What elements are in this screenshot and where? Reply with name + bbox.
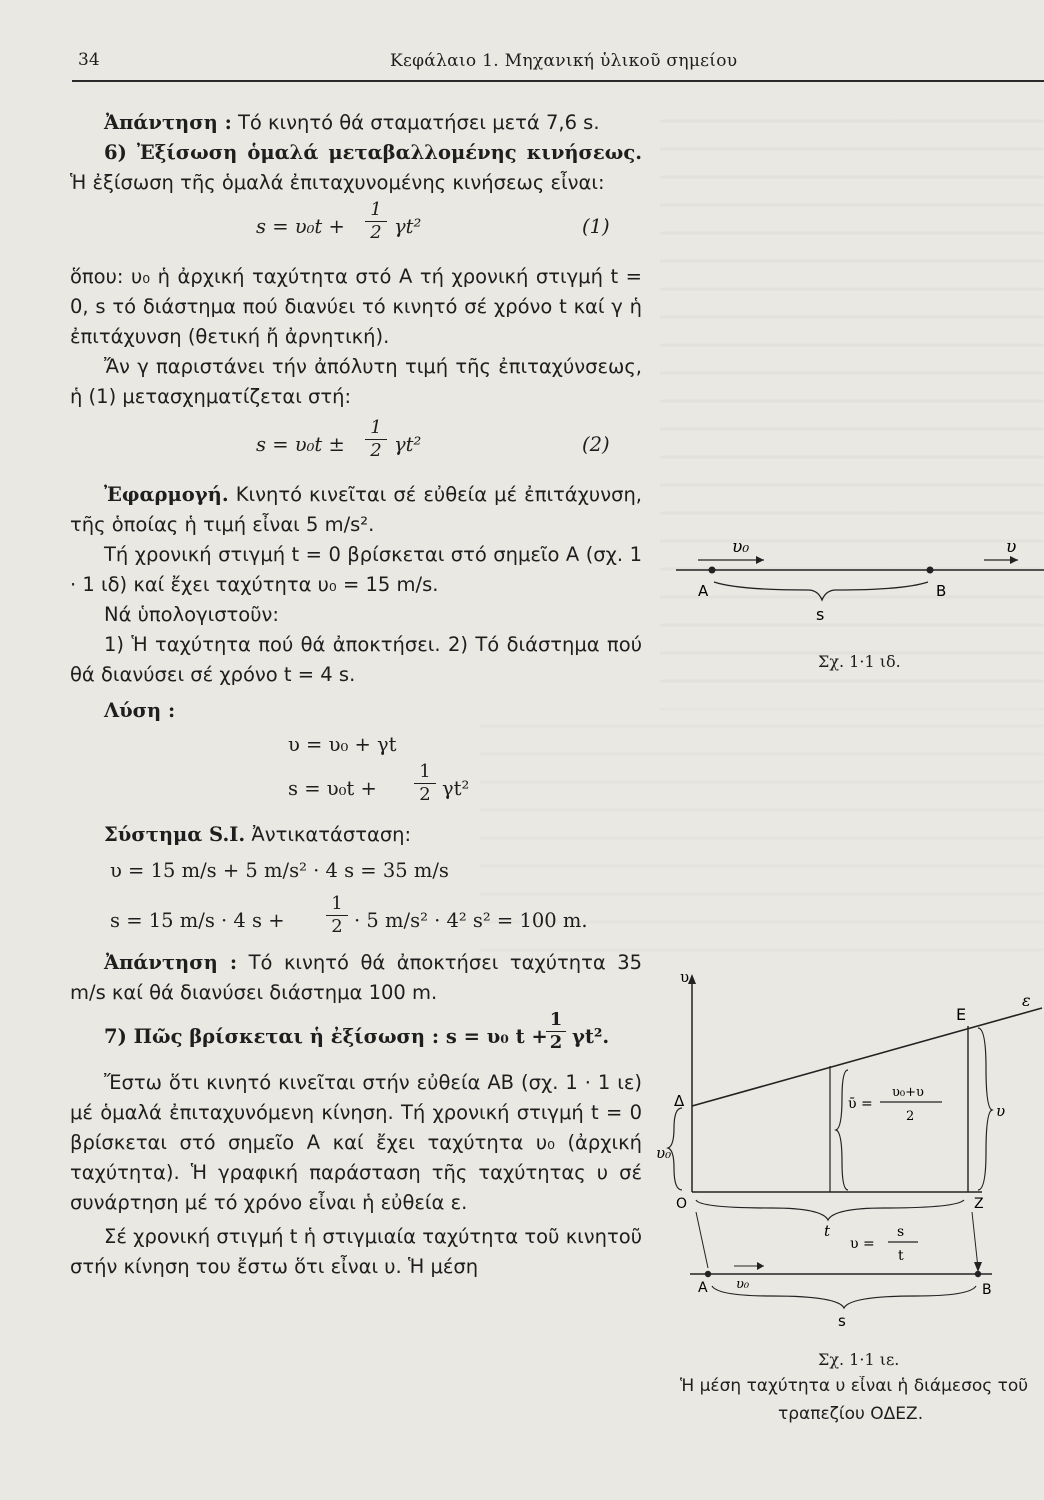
fig15-point-a xyxy=(705,1271,711,1277)
fig15-label-t: t xyxy=(824,1222,831,1240)
answer-2 xyxy=(70,948,642,1008)
application-label: Ἐφαρμογή. xyxy=(104,483,229,506)
eq2-rhs: γt² xyxy=(394,433,422,456)
fig15-label-d: Δ xyxy=(674,1092,685,1110)
fig14-label-v0: υ₀ xyxy=(732,537,750,557)
fig15-guide-b xyxy=(972,1212,978,1268)
fig15-brace-s xyxy=(712,1286,976,1308)
figure-1-1-id xyxy=(668,530,1044,640)
substitution-2-rhs: · 5 m/s² · 4² s² = 100 m. xyxy=(354,909,588,932)
fig14-label-s: s xyxy=(816,605,825,624)
substitution-2-fraction xyxy=(326,894,348,937)
fig15-label-s: s xyxy=(838,1312,846,1330)
solution-eq-1 xyxy=(70,726,642,760)
fig15-point-b xyxy=(975,1271,981,1277)
solution-eq-2-numerator: 1 xyxy=(419,761,431,782)
fig15-brace-vbar xyxy=(836,1070,848,1190)
answer-1-label: Ἀπάντηση : xyxy=(104,111,232,134)
fig15-label-v0: υ₀ xyxy=(656,1144,672,1162)
eq2-fraction xyxy=(365,418,387,461)
substitution-2-lhs: s = 15 m/s · 4 s + xyxy=(110,909,285,932)
si-label: Σύστημα S.I. xyxy=(104,823,246,846)
fig15-label-vbar: ῡ = xyxy=(848,1096,873,1112)
fig15-label-v0-track: υ₀ xyxy=(736,1277,750,1292)
page-number: 34 xyxy=(78,50,100,70)
section-7-label: 7) Πῶς βρίσκεται ἡ ἐξίσωση : s = υ₀ t + xyxy=(104,1025,548,1048)
eq1-rhs: γt² xyxy=(394,215,422,238)
main-text-column xyxy=(70,108,642,1282)
fig15-guide-a xyxy=(696,1212,708,1268)
fig15-brace-t xyxy=(696,1200,964,1220)
fig15-label-z: Z xyxy=(974,1196,984,1212)
solution-eq-1-text: υ = υ₀ + γt xyxy=(288,733,397,756)
fig15-label-o: O xyxy=(676,1196,688,1212)
section-7-fraction xyxy=(546,1010,566,1053)
eq2-numerator: 1 xyxy=(370,417,382,438)
fig15-line-epsilon xyxy=(692,1008,1042,1106)
solution-eq-2 xyxy=(70,760,642,816)
eq1-tag: (1) xyxy=(582,215,610,238)
equation-2 xyxy=(70,412,642,480)
answer-1-text: Τό κινητό θά σταματήσει μετά 7,6 s. xyxy=(231,111,600,134)
eq2-denominator: 2 xyxy=(370,440,382,461)
substitution-2 xyxy=(70,890,642,948)
fig14-v-arrowhead xyxy=(1010,556,1018,564)
fig15-label-a: Α xyxy=(698,1280,708,1296)
section-7-rhs: γt². xyxy=(572,1025,610,1048)
answer-1 xyxy=(70,108,642,138)
paragraph-where: ὅπου: υ₀ ἡ ἀρχική ταχύτητα στό Α τή χρονική στιγμή t = 0, s τό διάστημα πού διανύει τό κινητό σέ χρόνο t καί γ ἡ ἐπιτάχυνση (θετική ἤ ἀρνητική). xyxy=(70,265,642,348)
fig14-label-a: Α xyxy=(698,582,709,600)
running-title: Κεφάλαιο 1. Μηχανική ὑλικοῦ σημείου xyxy=(390,51,738,71)
fig15-label-epsilon: ε xyxy=(1022,991,1031,1010)
fig15-label-frac-num: υ₀+υ xyxy=(892,1085,924,1100)
solution-eq-2-fraction xyxy=(414,762,436,805)
fig14-point-b xyxy=(927,567,934,574)
fig14-label-b: Β xyxy=(936,582,947,600)
fig14-caption: Σχ. 1·1 ιδ. xyxy=(818,652,901,671)
fig15-guide-b-arrowhead xyxy=(974,1262,982,1272)
eq2-tag: (2) xyxy=(582,433,610,456)
si-system xyxy=(70,820,642,850)
si-text: Ἀντικατάσταση: xyxy=(245,823,412,846)
paragraph-time: Τή χρονική στιγμή t = 0 βρίσκεται στό σημεῖο Α (σχ. 1 · 1 ιδ) καί ἔχει ταχύτητα υ₀ = 15 m/s. xyxy=(70,543,642,596)
figure-1-1-ie xyxy=(652,968,1044,1338)
fig15-label-t-under: t xyxy=(898,1248,904,1264)
equation-1 xyxy=(70,198,642,262)
solution-eq-2-rhs: γt² xyxy=(442,777,470,800)
section-6-heading: 6) Ἐξίσωση ὁμαλά μεταβαλλομένης κινήσεως. xyxy=(104,141,642,164)
fig15-label-b: Β xyxy=(982,1282,992,1298)
substitution-2-denominator: 2 xyxy=(331,916,343,937)
eq1-denominator: 2 xyxy=(370,222,382,243)
section-6 xyxy=(70,138,642,198)
fig15-caption-text-2: τραπεζίου ΟΔΕΖ. xyxy=(778,1404,924,1424)
fig15-caption: Σχ. 1·1 ιε. xyxy=(818,1350,900,1369)
section-7-denominator: 2 xyxy=(549,1032,563,1053)
paragraph-abs: Ἄν γ παριστάνει τήν ἀπόλυτη τιμή τῆς ἐπιταχύνσεως, ἡ (1) μετασχηματίζεται στή: xyxy=(70,355,642,408)
fig14-label-v: υ xyxy=(1006,537,1017,557)
section-7-heading xyxy=(70,1008,642,1064)
fig15-caption-text-1: Ἡ μέση ταχύτητα υ εἶναι ἡ διάμεσος τοῦ xyxy=(680,1376,1029,1396)
substitution-1-text: υ = 15 m/s + 5 m/s² · 4 s = 35 m/s xyxy=(110,859,449,882)
fig15-label-v-eq: υ = xyxy=(850,1236,875,1252)
paragraph-instant: Σέ χρονική στιγμή t ἡ στιγμιαία ταχύτητα τοῦ κινητοῦ στήν κίνηση του ἔστω ὅτι εἶναι υ. Ἡ μέση xyxy=(70,1225,642,1278)
solution-eq-2-lhs: s = υ₀t + xyxy=(288,777,377,800)
fig15-v-axis-arrowhead xyxy=(688,974,696,984)
fig14-v0-arrowhead xyxy=(756,556,764,564)
fig15-brace-v xyxy=(978,1028,992,1190)
solution xyxy=(70,696,642,726)
section-6-text: Ἡ ἐξίσωση τῆς ὁμαλά ἐπιταχυνομένης κινήσεως εἶναι: xyxy=(70,171,605,194)
application xyxy=(70,480,642,540)
answer-2-label: Ἀπάντηση : xyxy=(104,951,238,974)
solution-eq-2-denominator: 2 xyxy=(419,784,431,805)
section-7-numerator: 1 xyxy=(549,1009,563,1030)
fig15-label-frac-den: 2 xyxy=(906,1109,915,1124)
eq1-fraction xyxy=(365,200,387,243)
fig14-point-a xyxy=(709,567,716,574)
eq1-lhs: s = υ₀t + xyxy=(256,215,345,238)
paragraph-questions: 1) Ἡ ταχύτητα πού θά ἀποκτήσει. 2) Τό διάστημα πού θά διανύσει σέ χρόνο t = 4 s. xyxy=(70,633,642,686)
paragraph-let: Ἔστω ὅτι κινητό κινεῖται στήν εὐθεία ΑΒ (σχ. 1 · 1 ιε) μέ ὁμαλά ἐπιταχυνόμενη κίνηση. Τή χρονική στιγμή t = 0 βρίσκεται στό σημεῖο Α καί ἔχει ταχύτητα υ₀ (ἀρχική ταχύτητα). Ἡ γραφική παράσταση τῆς ταχύτητας υ σέ συνάρτηση μέ τό χρόνο εἶναι ἡ εὐθεία ε. xyxy=(70,1071,642,1214)
application-text: Κινητό κινεῖται σέ εὐθεία μέ ἐπιτάχυνση, τῆς ὁποίας ἡ τιμή εἶναι 5 m/s². xyxy=(70,483,642,536)
fig15-label-axis-v: υ xyxy=(680,968,690,986)
fig15-label-e: Ε xyxy=(956,1005,967,1024)
substitution-1 xyxy=(70,850,642,890)
eq2-lhs: s = υ₀t ± xyxy=(256,433,345,456)
eq1-numerator: 1 xyxy=(370,199,382,220)
fig14-brace xyxy=(714,582,928,600)
substitution-2-numerator: 1 xyxy=(331,893,343,914)
fig15-v0-arrowhead xyxy=(757,1262,764,1270)
answer-2-text: Τό κινητό θά ἀποκτήσει ταχύτητα 35 m/s καί θά διανύσει διάστημα 100 m. xyxy=(70,951,643,1004)
paragraph-calc: Νά ὑπολογιστοῦν: xyxy=(104,603,279,626)
fig15-label-v: υ xyxy=(996,1102,1006,1120)
fig15-label-s-over: s xyxy=(897,1224,905,1240)
header-rule xyxy=(72,80,1044,82)
solution-label: Λύση : xyxy=(104,699,176,722)
